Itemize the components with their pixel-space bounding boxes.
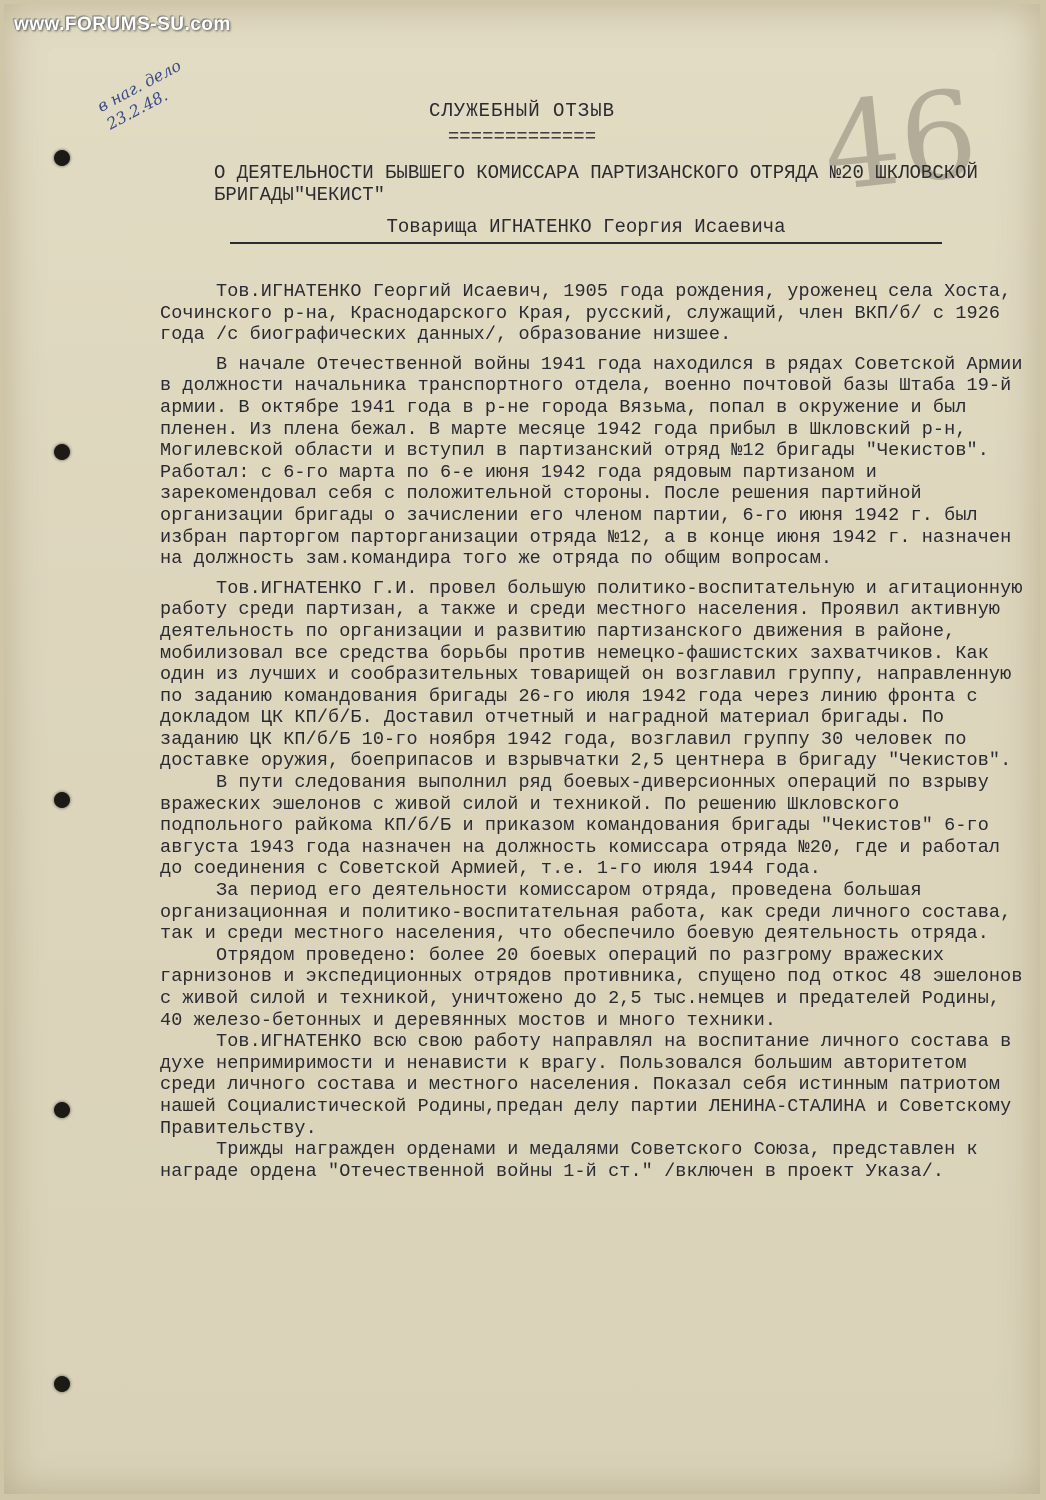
document-page xyxy=(4,4,1040,1494)
document-title: СЛУЖЕБНЫЙ ОТЗЫВ xyxy=(428,100,616,122)
punch-hole xyxy=(54,1376,70,1392)
punch-hole xyxy=(54,444,70,460)
punch-hole xyxy=(54,1102,70,1118)
paragraph-character: Тов.ИГНАТЕНКО всю свою работу направлял на воспитание личного состава в духе непримиримости и ненависти к врагу. Пользовался большим авторитетом среди личного состава и местного населения. Показал себя истинным патриотом нашей Социалистической Родины,предан делу партии ЛЕНИНА-СТАЛИНА и Советскому Правительству. xyxy=(160,1031,1012,1139)
watermark: www.FORUMS-SU.com xyxy=(14,14,231,35)
paragraph-biography: Тов.ИГНАТЕНКО Георгий Исаевич, 1905 года рождения, уроженец села Хоста, Сочинского р-на, Краснодарского Края, русский, служащий, член ВКП/б/ с 1926 года /с биографических данных/, образование низшее. xyxy=(160,281,1012,346)
paragraph-commissar-period: За период его деятельности комиссаром отряда, проведена большая организационная и политико-воспитательная работа, как среди личного состава, так и среди местного населения, что обеспечило боевую деятельность отряда. xyxy=(160,880,1012,945)
punch-hole xyxy=(54,792,70,808)
handwritten-note: в наг. дело 23.2.48. xyxy=(94,55,185,134)
document-body xyxy=(160,281,1030,1182)
document-subtitle: О ДЕЯТЕЛЬНОСТИ БЫВШЕГО КОМИССАРА ПАРТИЗАНСКОГО ОТРЯДА №20 ШКЛОВСКОЙ БРИГАДЫ"ЧЕКИСТ" xyxy=(214,162,978,206)
paragraph-awards: Трижды награжден орденами и медалями Советского Союза, представлен к награде ордена "Отечественной войны 1-й ст." /включен в проект Указа/. xyxy=(160,1139,978,1182)
subject-name: Товарища ИГНАТЕНКО Георгия Исаевича xyxy=(230,216,942,244)
paragraph-war-service: В начале Отечественной войны 1941 года находился в рядах Советской Армии в должности начальника транспортного отдела, военно почтовой базы Штаба 19-й армии. В октябре 1941 года в р-не города Вязьма, попал в окружение и был пленен. Из плена бежал. В марте месяце 1942 года прибыл в Шкловский р-н, Могилевской области и вступил в партизанский отряд №12 бригады "Чекистов". Работал: с 6-го марта по 6-е июня 1942 года рядовым партизаном и зарекомендовал себя с положительной стороны. После решения партийной организации бригады о зачислении его членом партии, 6-го июня 1942 г. был избран парторгом парторганизации отряда №12, а в конце июня 1942 г. назначен на должность зам.командира того же отряда по общим вопросам. xyxy=(160,353,1023,570)
paragraph-operations: В пути следования выполнил ряд боевых-диверсионных операций по взрыву вражеских эшелонов с живой силой и техникой. По решению Шкловского подпольного райкома КП/б/Б и приказом командования бригады "Чекистов" 6-го августа 1943 года назначен на должность комиссара отряда №20, где и работал до соединения с Советской Армией, т.е. 1-го июля 1944 года. xyxy=(160,772,1001,880)
paragraph-political-work: Тов.ИГНАТЕНКО Г.И. провел большую политико-воспитательную и агитационную работу среди партизан, а также и среди местного населения. Проявил активную деятельность по организации и развитию партизанского движения в районе, мобилизовал все средства борьбы против немецко-фашистских захватчиков. Как один из лучших и сообразительных товарищей он возглавил группу, направленную по заданию командования бригады 26-го июля 1942 года через линию фронта с докладом ЦК КП/б/Б. Доставил отчетный и наградной материал бригады. По заданию ЦК КП/б/Б 10-го ноября 1942 года, возглавил группу 30 человек по доставке оружия, боеприпасов и взрывчатки 2,5 центнера в бригаду "Чекистов". xyxy=(160,577,1023,772)
paragraph-results: Отрядом проведено: более 20 боевых операций по разгрому вражеских гарнизонов и экспедиционных отрядов противника, спущено под откос 48 эшелонов с живой силой и техникой, уничтожено до 2,5 тыс.немцев и предателей Родины, 40 железо-бетонных и деревянных мостов и много техники. xyxy=(160,944,1023,1031)
punch-hole xyxy=(54,150,70,166)
page-number-mark: 46 xyxy=(817,64,984,219)
title-underline: ============= xyxy=(447,126,597,148)
